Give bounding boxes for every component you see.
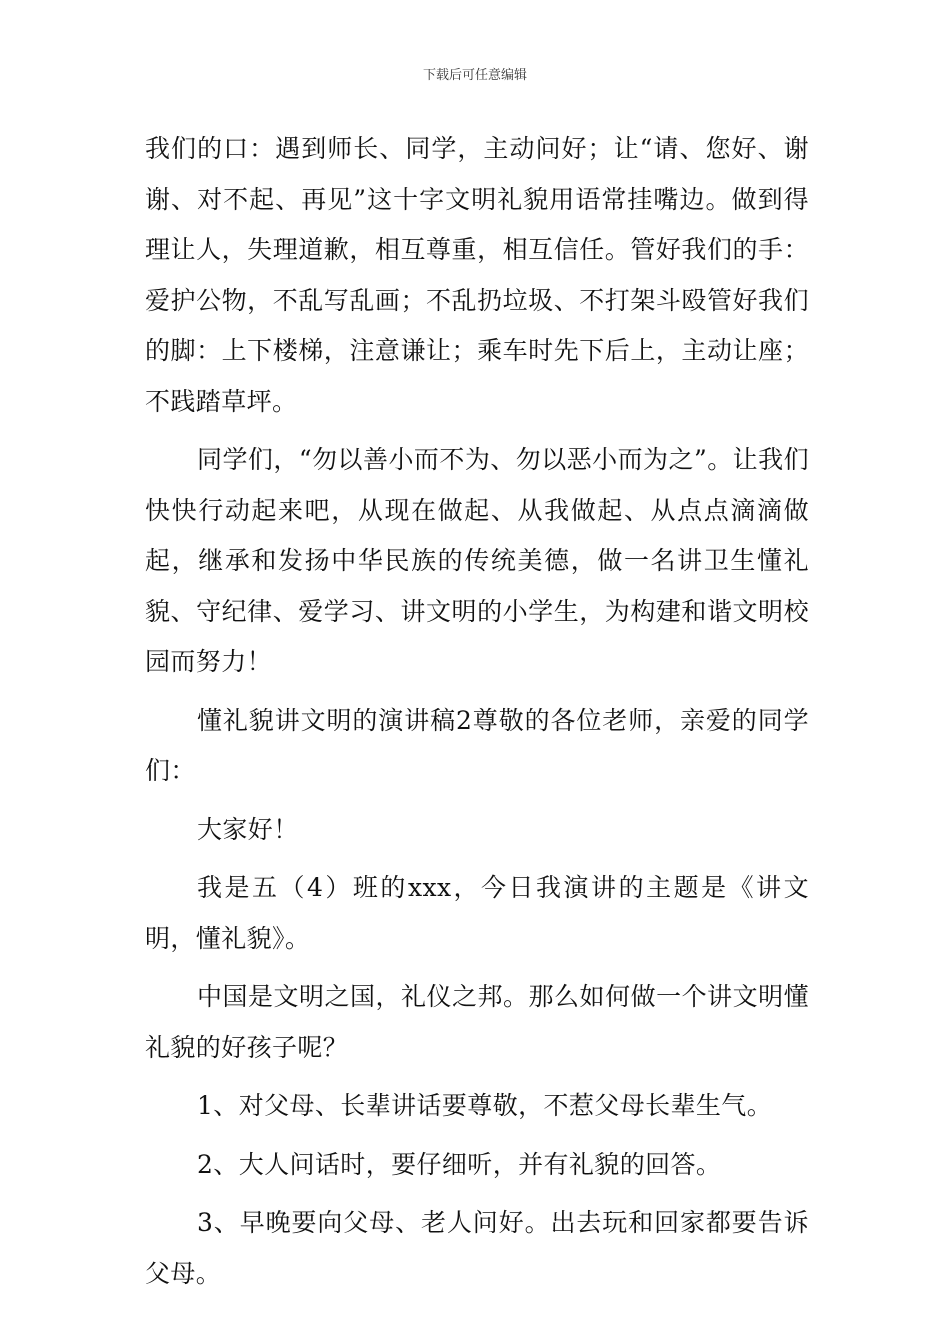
- header-note: 下载后可任意编辑: [422, 68, 527, 83]
- paragraph: 2、大人问话时，要仔细听，并有礼貌的回答。: [197, 1149, 722, 1179]
- paragraph: 我是五（4）班的xxx，今日我演讲的主题是《讲文明，懂礼貌》。: [145, 873, 809, 953]
- document-body: [145, 124, 809, 1299]
- paragraph: 3、早晚要向父母、老人问好。出去玩和回家都要告诉父母。: [145, 1208, 809, 1288]
- paragraph: 1、对父母、长辈讲话要尊敬，不惹父母长辈生气。: [197, 1091, 773, 1120]
- paragraph: 大家好！: [197, 814, 299, 844]
- paragraph: 我们的口：遇到师长、同学，主动问好；让“请、您好、谢谢、对不起、再见”这十字文明礼貌用语常挂嘴边。做到得理让人，失理道歉，相互尊重，相互信任。管好我们的手：爱护公物，不乱写乱画；不乱扔垃圾、不打架斗殴管好我们的脚：上下楼梯，注意谦让；乘车时先下后上，主动让座；不践踏草坪。: [145, 134, 809, 416]
- paragraph: 中国是文明之国，礼仪之邦。那么如何做一个讲文明懂礼貌的好孩子呢？: [145, 982, 809, 1062]
- paragraph: 同学们，“勿以善小而不为、勿以恶小而为之”。让我们快快行动起来吧，从现在做起、从我做起、从点点滴滴做起，继承和发扬中华民族的传统美德，做一名讲卫生懂礼貌、守纪律、爱学习、讲文明的小学生，为构建和谐文明校园而努力！: [145, 445, 809, 676]
- paragraph: 懂礼貌讲文明的演讲稿2尊敬的各位老师，亲爱的同学们：: [145, 705, 809, 785]
